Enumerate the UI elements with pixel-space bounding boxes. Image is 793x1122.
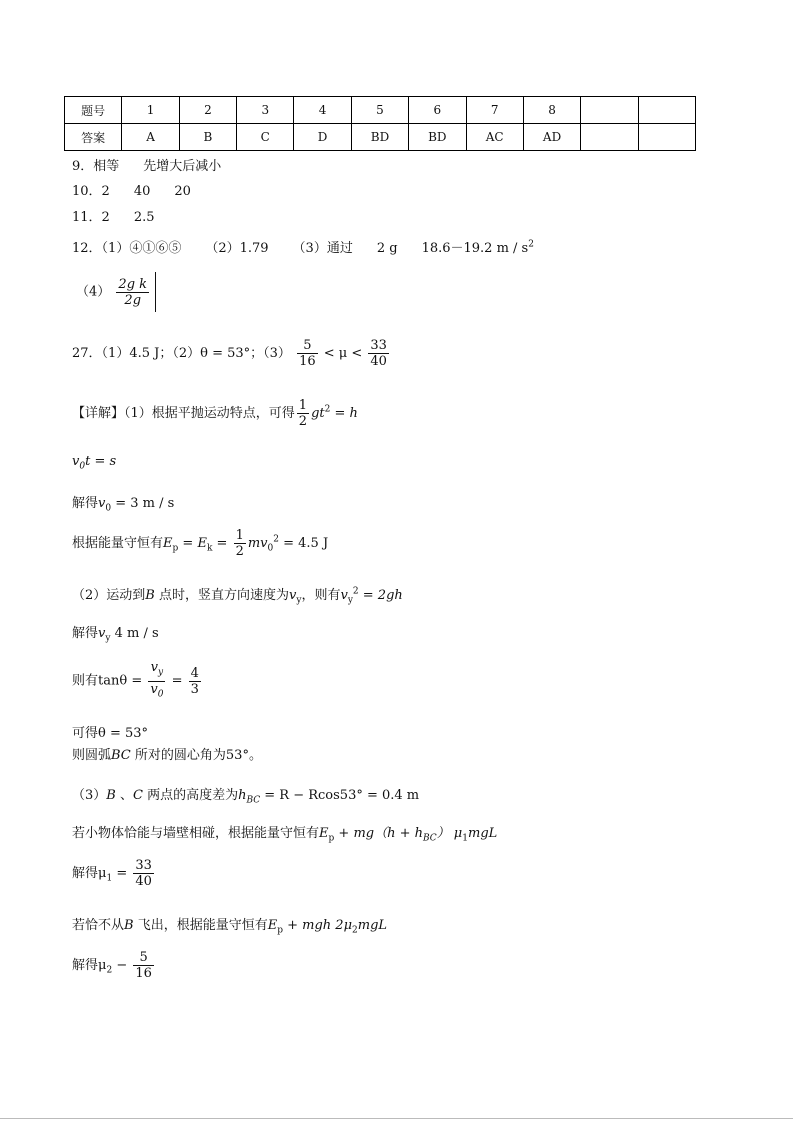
q27-mid: < μ < [319,346,367,361]
frac-den-text: v [150,681,158,697]
ratio-fraction [189,666,201,697]
mu2-fraction [133,950,154,981]
q12-fraction [116,277,149,308]
q27-frac-a-den: 16 [299,354,316,369]
header-label: 题号 [65,97,122,124]
formula: E [319,826,329,841]
formula: mv [247,536,268,551]
formula: v [98,496,106,511]
answer-cell: AC [466,124,523,151]
formula: = [112,866,132,881]
frac-num: 5 [133,950,154,966]
formula: v [340,588,348,603]
formula: = h [330,406,358,421]
answer-table [64,96,696,151]
table-row [65,97,696,124]
formula-sub: 2 [352,925,358,936]
q12-frac-num: 2g k [118,276,148,292]
question-number: 2 [179,97,236,124]
formula: tanθ = [98,673,147,689]
formula: = 4.5 J [279,536,329,551]
question-number: 6 [409,97,466,124]
detail-text: 解得 [72,866,99,881]
answer-q12-part4 [76,272,156,312]
frac-num: 33 [135,858,152,873]
detail-text: 则有 [72,673,99,689]
question-number: 3 [237,97,294,124]
detail-line-5 [72,584,403,606]
formula: B [106,788,116,803]
q10-label: 10．2 [72,184,110,199]
detail-line-14 [72,950,156,981]
detail-text: （2）运动到 [72,588,146,603]
q27-part3: ；（3） [250,346,291,361]
frac-den: 16 [135,966,152,981]
question-number: 8 [523,97,580,124]
detail-text: 两点的高度差为 [142,788,239,803]
formula: 4 m / s [110,626,159,641]
mu1-fraction [133,858,154,889]
question-number [581,97,638,124]
formula: E [267,918,278,933]
formula-sub: 2 [106,965,113,976]
frac-den [148,682,165,703]
formula-sub: 1 [462,833,468,844]
formula: = R − Rcos53° = 0.4 m [260,788,420,803]
formula-sub: 0 [267,543,274,554]
q12-part3b: 2 g [376,241,398,256]
detail-text: 则圆弧 [72,748,112,763]
half-fraction [234,528,246,559]
question-number [638,97,695,124]
formula: gt [311,406,325,421]
formula: v [98,626,106,641]
question-number: 5 [351,97,408,124]
detail-line-13 [72,914,387,936]
answer-cell: BD [351,124,408,151]
q12-part1: 12．（1）④①⑥⑤ [72,241,182,256]
formula: + mgh 2μ [282,918,353,933]
detail-line-7 [72,660,203,702]
frac-den: 2 [298,414,308,429]
q27-frac-a [297,338,318,369]
detail-text: 【详解】（1）根据平抛运动特点，可得 [72,406,295,421]
formula: − [112,958,132,973]
q27-frac-b [368,338,389,369]
formula-sub: BC [246,795,261,806]
detail-text: 飞出，根据能量守恒有 [133,918,268,933]
formula-sub: 0 [105,503,112,514]
q11-label: 11．2 [72,210,110,225]
formula: C [132,788,143,803]
detail-text: 若恰不从 [72,918,125,933]
formula: = 3 m / s [111,496,175,511]
answer-cell: BD [409,124,466,151]
q9-b: 先增大后减小 [143,159,222,174]
detail-line-4 [72,528,328,559]
formula: BC [111,748,131,763]
formula: E [163,536,173,551]
detail-line-12 [72,858,156,889]
formula: h [238,788,247,803]
frac-num: 1 [298,398,308,413]
detail-text: 可得 [72,726,99,741]
answer-cell [638,124,695,151]
detail-text: 根据能量守恒有 [72,536,164,551]
formula: mgL [468,826,498,841]
q27-part1: 27．（1）4.5 J；（2） [72,346,201,361]
formula: = E [178,536,207,551]
answer-cell: AD [523,124,580,151]
detail-line-8 [72,722,148,741]
q12-part3: （3）通过 [292,241,353,256]
q9-label: 9．相等 [72,159,120,174]
answer-q9 [72,155,221,174]
detail-line-11 [72,822,497,844]
frac-den: 2 [235,544,244,559]
table-row [65,124,696,151]
formula: = 2gh [358,588,403,603]
formula-sub: y [105,633,111,644]
q12-part3c-sup: 2 [528,239,534,250]
formula-sub: y [296,595,302,606]
formula: t = s [85,454,117,469]
answer-cell [581,124,638,151]
q27-frac-b-num: 33 [370,338,387,353]
detail-line-1 [72,398,358,429]
formula: v [288,588,297,603]
answer-q27 [72,338,391,369]
formula-sub: 0 [157,689,164,700]
formula-sup: 2 [273,534,279,545]
question-number: 4 [294,97,351,124]
answer-label: 答案 [65,124,122,151]
q27-frac-a-num: 5 [297,338,318,354]
formula: ） μ [436,826,463,841]
formula: μ [98,866,107,881]
half-fraction [297,398,309,429]
formula: = [167,673,187,689]
frac-den: 3 [190,681,199,697]
detail-text: 点时，竖直方向速度为 [154,588,289,603]
answer-cell: C [237,124,294,151]
q27-frac-b-den: 40 [370,354,387,369]
q12-part4: （4） [76,284,111,300]
answer-q12 [72,237,534,256]
question-number: 1 [122,97,179,124]
answer-cell: B [179,124,236,151]
detail-line-10 [72,784,419,806]
detail-text: 解得 [72,626,99,641]
q10-b: 40 [133,184,151,199]
detail-line-6 [72,622,159,644]
detail-line-3 [72,492,174,514]
formula: mgL [357,918,388,933]
q12-frac-den: 2g [124,292,142,308]
formula-sub: p [328,833,335,844]
detail-text: 解得 [72,496,99,511]
answer-cell: D [294,124,351,151]
formula-sup: 2 [324,404,331,415]
q27-theta: θ = 53° [200,346,251,361]
formula-sub: p [277,925,283,936]
detail-text: （3） [72,788,107,803]
detail-text: 若小物体恰能与墙壁相碰，根据能量守恒有 [72,826,320,841]
frac-num [148,660,165,682]
formula-sub: y [347,595,353,606]
q12-part3c: 18.6－19.2 m / s [421,241,529,256]
detail-text: ，则有 [301,588,341,603]
detail-line-9 [72,744,262,763]
detail-line-2 [72,454,116,472]
q10-c: 20 [174,184,191,199]
velocity-fraction [148,660,165,702]
q12-part2: （2）1.79 [205,241,269,256]
detail-text: 所对的圆心角为53°。 [130,748,262,763]
formula: θ = 53° [98,726,149,741]
frac-num: 4 [190,665,199,681]
q11-b: 2.5 [133,210,155,225]
formula: B [124,918,134,933]
formula: + mg（h + h [334,826,423,841]
formula-sub: 0 [79,461,86,472]
answer-cell: A [122,124,179,151]
detail-text: 解得 [72,958,99,973]
formula-sub: k [206,543,213,554]
question-number: 7 [466,97,523,124]
formula-sub: 1 [106,873,113,884]
formula-sub: p [172,543,179,554]
formula: = [212,536,232,551]
page-bottom-divider [0,1118,793,1119]
frac-num-text: v [150,660,159,675]
answer-q11 [72,206,155,225]
formula: v [72,454,80,469]
frac-num: 1 [235,528,244,543]
formula: μ [98,958,107,973]
formula-sup: 2 [352,586,359,597]
frac-den: 40 [135,874,152,889]
formula-sub: y [158,667,164,678]
answer-q10 [72,180,191,199]
detail-text: 、 [115,788,133,803]
formula-sub: BC [423,833,437,844]
abs-bar [155,272,156,312]
formula: B [145,588,155,603]
